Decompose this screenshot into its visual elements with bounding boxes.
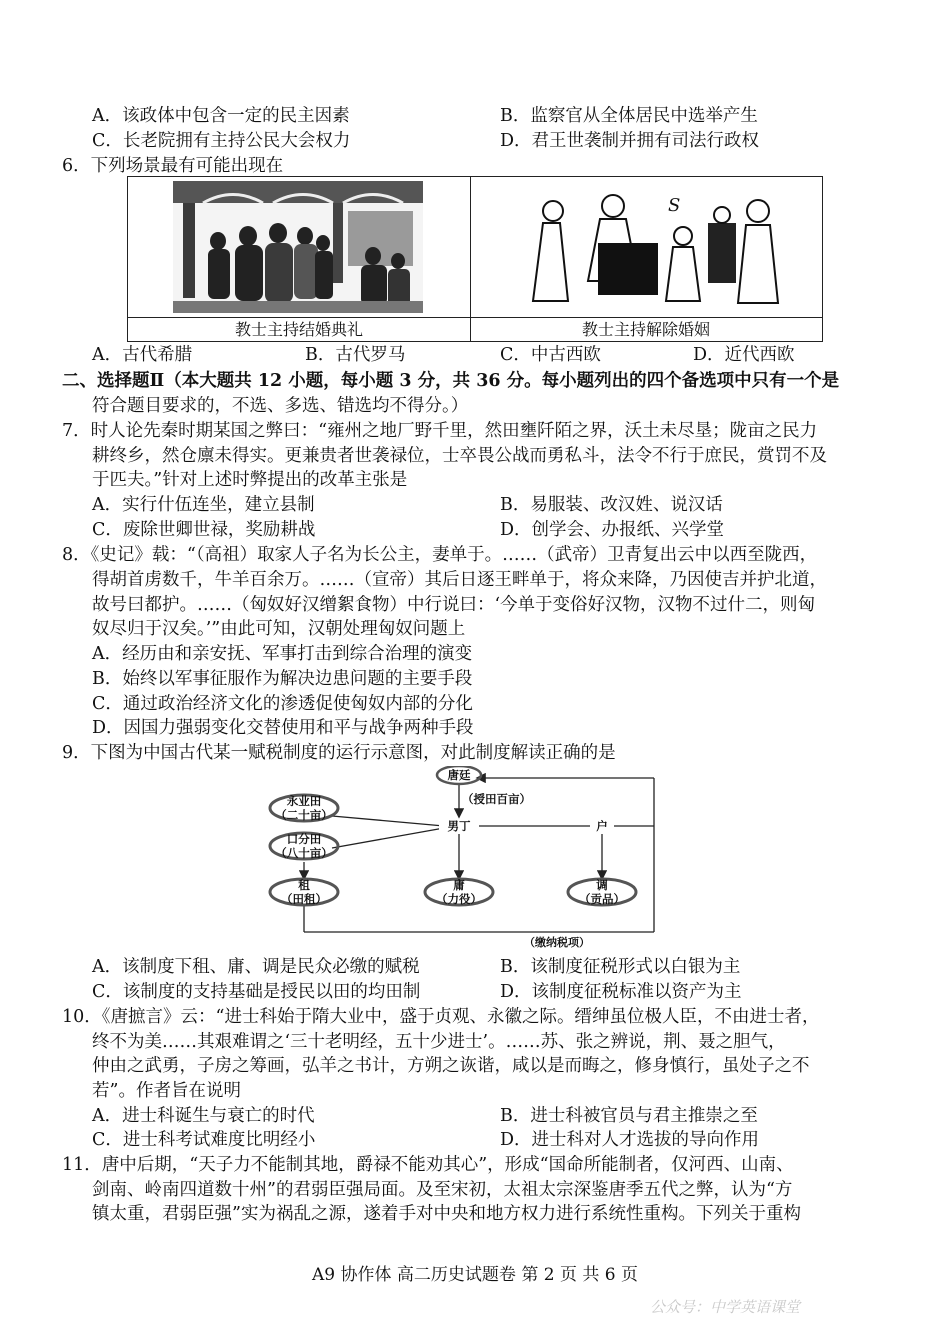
caption-wedding: 教士主持结婚典礼 <box>234 320 363 339</box>
node-diao <box>562 878 642 906</box>
q5-option-b: B．监察官从全体居民中选举产生 <box>500 106 758 126</box>
yong-desc: （力役） <box>436 892 482 906</box>
q6-option-d: D．近代西欧 <box>693 345 795 365</box>
diao-label: 调 <box>596 878 608 892</box>
q10-stem-line3: 仲由之武勇，子房之筹画，弘羊之书计，方朔之诙谐，咸以是而晦之，修身慎行，虽处子之不 <box>92 1056 810 1076</box>
q6-image-table <box>127 176 823 342</box>
q8-stem-line2: 得胡首虏数千，牛羊百余万。……（宣帝）其后日逐王畔单于，将众来降，乃因使吉并护北道， <box>92 570 827 590</box>
q8-option-b: B．始终以军事征服作为解决边患问题的主要手段 <box>92 669 473 689</box>
q8-stem-line3: 故号曰都护。……（匈奴好汉缯絮食物）中行说曰：‘今单于变俗好汉物，汉物不过什二，则匈 <box>92 595 816 615</box>
diao-desc: （贡品） <box>579 892 625 906</box>
node-grant: （授田百亩） <box>462 792 531 806</box>
node-man: 男丁 <box>439 819 479 833</box>
zu-desc: （田租） <box>281 892 327 906</box>
q7-option-d: D．创学会、办报纸、兴学堂 <box>500 520 725 540</box>
node-zu <box>264 878 344 906</box>
yongye-size: （二十亩） <box>275 808 333 822</box>
q10-option-d: D．进士科对人才选拔的导向作用 <box>500 1130 760 1150</box>
section2-heading-cont: 符合题目要求的，不选、多选、错选均不得分。） <box>92 396 469 416</box>
yongye-label: 永业田 <box>286 794 322 808</box>
q6-option-a: A．古代希腊 <box>92 345 193 365</box>
q9-stem: 9．下图为中国古代某一赋税制度的运行示意图，对此制度解读正确的是 <box>62 743 616 763</box>
q7-stem-line1: 7．时人论先秦时期某国之弊曰：“雍州之地厂野千里，然田壅阡陌之界，沃土未尽垦；陇亩之民力 <box>62 421 818 441</box>
q9-option-d: D．该制度征税标准以资产为主 <box>500 982 742 1002</box>
q5-option-c: C．长老院拥有主持公民大会权力 <box>92 131 351 151</box>
yong-label: 庸 <box>453 878 465 892</box>
section2-heading: 二、选择题Ⅱ（本大题共 12 小题，每小题 3 分，共 36 分。每小题列出的四个备选项中只有一个是 <box>62 371 840 391</box>
q8-option-a: A．经历由和亲安抚、军事打击到综合治理的演变 <box>92 644 473 664</box>
q8-option-c: C．通过政治经济文化的渗透促使匈奴内部的分化 <box>92 694 473 714</box>
node-yong <box>419 878 499 906</box>
q11-stem-line3: 镇太重，君弱臣强”实为祸乱之源，遂着手对中央和地方权力进行系统性重构。下列关于重构 <box>92 1204 801 1224</box>
q8-option-d: D．因国力强弱变化交替使用和平与战争两种手段 <box>92 718 474 738</box>
q10-stem-line4: 若”。作者旨在说明 <box>92 1081 241 1101</box>
q9-option-b: B．该制度征税形式以白银为主 <box>500 957 741 977</box>
caption-annulment: 教士主持解除婚姻 <box>581 320 710 339</box>
q8-stem-line4: 奴尽归于汉矣。’”由此可知，汉朝处理匈奴问题上 <box>92 619 466 639</box>
svg-text:S: S <box>668 195 681 216</box>
tax-system-diagram <box>262 766 672 956</box>
q7-stem-line3: 于匹夫。”针对上述时弊提出的改革主张是 <box>92 470 408 490</box>
q11-stem-line1: 11．唐中后期，“天子力不能制其地，爵禄不能劝其心”，形成“国命所能制者，仅河西、山南、 <box>62 1155 794 1175</box>
q10-option-b: B．进士科被官员与君主推崇之至 <box>500 1106 758 1126</box>
q7-stem-line2: 耕终乡，然仓廪未得实。更兼贵者世袭禄位，士卒畏公战而勇私斗，法令不行于庶民，赏罚不及 <box>92 446 827 466</box>
node-court: 唐廷 <box>447 768 471 782</box>
q10-option-c: C．进士科考试难度比明经小 <box>92 1130 316 1150</box>
q11-stem-line2: 剑南、岭南四道数十州”的君弱臣强局面。及至宋初，太祖太宗深鉴唐季五代之弊，认为“方 <box>92 1180 793 1200</box>
q6-stem: 6．下列场景最有可能出现在 <box>62 156 284 176</box>
koufen-label: 口分田 <box>286 832 322 846</box>
q9-option-c: C．该制度的支持基础是授民以田的均田制 <box>92 982 421 1002</box>
q7-option-c: C．废除世卿世禄，奖励耕战 <box>92 520 316 540</box>
q6-option-c: C．中古西欧 <box>500 345 601 365</box>
q6-option-b: B．古代罗马 <box>305 345 406 365</box>
node-yongye <box>264 794 344 822</box>
q10-stem-line1: 10．《唐摭言》云：“进士科始于隋大业中，盛于贞观、永徽之际。缙绅虽位极人臣，不由进士者， <box>62 1007 820 1027</box>
wedding-engraving-image <box>173 181 423 313</box>
q5-option-a: A．该政体中包含一定的民主因素 <box>92 106 350 126</box>
q10-stem-line2: 终不为美……其艰难谓之‘三十老明经，五十少进士’。……苏、张之辨说，荆、聂之胆气， <box>92 1032 786 1052</box>
q7-option-a: A．实行什伍连坐，建立县制 <box>92 495 315 515</box>
q10-option-a: A．进士科诞生与衰亡的时代 <box>92 1106 315 1126</box>
zu-label: 租 <box>298 878 310 892</box>
annulment-woodcut-image <box>508 181 788 313</box>
q5-option-d: D．君王世袭制并拥有司法行政权 <box>500 131 760 151</box>
q8-stem-line1: 8．《史记》载：“（高祖）取家人子名为长公主，妻单于。……（武帝）卫青复出云中以西至陇西， <box>62 545 818 565</box>
watermark: 公众号：中学英语课堂 <box>650 1298 801 1316</box>
q7-option-b: B．易服装、改汉姓、说汉话 <box>500 495 723 515</box>
koufen-size: （八十亩） <box>275 846 333 860</box>
q9-option-a: A．该制度下租、庸、调是民众必缴的赋税 <box>92 957 420 977</box>
node-household: 户 <box>590 819 614 833</box>
diagram-caption: （缴纳税项） <box>524 936 590 949</box>
page-footer: A9 协作体 高二历史试题卷 第 2 页 共 6 页 <box>312 1265 638 1285</box>
node-koufen <box>264 832 344 860</box>
